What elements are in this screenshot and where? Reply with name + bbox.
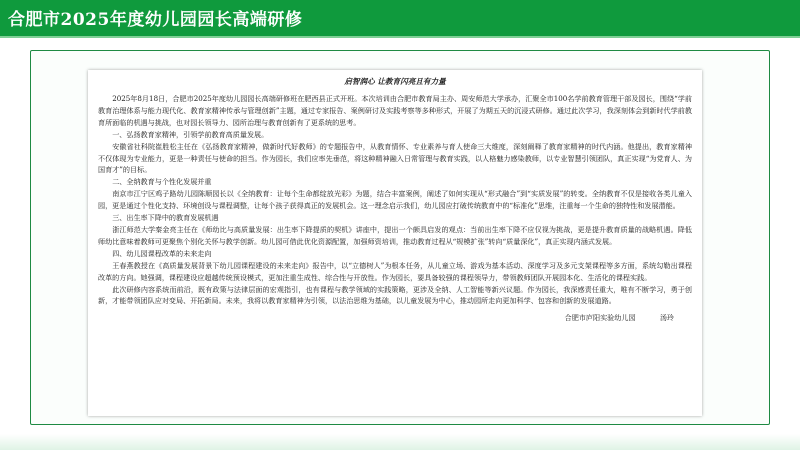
body-paragraph: 南京市江宁区鸡子路幼儿园陈顺园长以《全纳教育：让每个生命都绽放光彩》为题，结合丰富案例，阐述了如何实现从“形式融合”到“实质发展”的转变。全纳教育不仅是接收各类儿童入园，更是通过个性化支持、环境创设与课程调整，让每个孩子获得真正的发展机会。这一理念启示我们，幼儿园应打破传统教育中的“标准化”思维，注重每一个生命的独特性和发展潜能。 bbox=[98, 189, 692, 211]
document-image bbox=[88, 70, 702, 416]
signature-school: 合肥市庐阳实验幼儿园 bbox=[564, 313, 636, 323]
section-heading: 一、弘扬教育家精神，引领学前教育高质量发展。 bbox=[112, 129, 269, 139]
section-heading: 四、幼儿园课程改革的未来走向 bbox=[112, 248, 212, 258]
body-paragraph: 安徽省社科院崔胜松主任在《弘扬教育家精神，做新时代好教师》的专题报告中，从教育情怀、专业素养与育人使命三大维度，深刻阐释了教育家精神的时代内涵。他提出，教育家精神不仅体现为专业能力，更是一种责任与使命的担当。作为园长，我们应率先垂范，将这种精神融入日常管理与教育实践，以人格魅力感染教师，以专业智慧引领团队，真正实现“为党育人、为国育才”的目标。 bbox=[98, 141, 692, 175]
body-paragraph: 浙江师范大学秦金亮主任在《师幼比与高质量发展：出生率下降提质的契机》讲座中，提出一个颇具启发的观点：当前出生率下降不应仅视为挑战，更是提升教育质量的战略机遇。降低师幼比意味着教师可更聚焦个别化关怀与教学创新。幼儿园可借此优化资源配置，加强师资培训，推动教育过程从“规模扩张”转向“质量深化”，真正实现内涵式发展。 bbox=[98, 224, 692, 246]
signature-author: 汤玲 bbox=[659, 313, 674, 323]
header-bar bbox=[0, 0, 800, 36]
header-divider bbox=[0, 36, 800, 38]
body-paragraph: 2025年8月18日，合肥市2025年度幼儿园园长高端研修班在肥西县正式开班。本次培训由合肥市教育局主办、周安师范大学承办，汇聚全市100名学前教育管理干部及园长，围绕“学前教育治理体系与能力现代化、教育家精神传承与管理创新”主题，通过专家报告、案例研讨及实践考察等多种形式，开展了为期五天的沉浸式研修。通过此次学习，我深刻体会到新时代学前教育所面临的机遇与挑战，也对园长领导力、园所治理与教育创新有了更系统的思考。 bbox=[98, 94, 692, 127]
document-title: 启智润心 让教育闪亮且有力量 bbox=[344, 77, 446, 86]
slide-title: 合肥市2025年度幼儿园园长高端研修 bbox=[8, 10, 303, 30]
section-heading: 二、全纳教育与个性化发展并重 bbox=[112, 177, 212, 187]
section-heading: 三、出生率下降中的教育发展机遇 bbox=[112, 213, 219, 223]
bottom-band bbox=[0, 434, 800, 450]
document-body bbox=[98, 93, 692, 307]
body-paragraph: 此次研修内容系统而前沿，既有政策与法律层面的宏观指引，也有课程与教学领域的实践策略，更涉及全纳、人工智能等新兴议题。作为园长，我深感责任重大，唯有不断学习，勇于创新，才能带领团队应对变局、开拓新局。未来，我将以教育家精神为引领，以法治思维为基础，以儿童发展为中心，推动园所走向更加科学、包容和创新的发展道路。 bbox=[98, 284, 692, 306]
body-paragraph: 王春燕教授在《高质量发展背景下幼儿园课程建设的未来走向》报告中，以“立德树人”为根本任务，从儿童立场、游戏为基本活动、深度学习及多元支架课程等多方面，系统勾勒出课程改革的方向。她强调，课程建设应超越传统预设模式，更加注重生成性、综合性与开放性。作为园长，要具备较强的课程领导力，带领教师团队开展园本化、生活化的课程实践。 bbox=[98, 260, 692, 282]
signature bbox=[98, 313, 692, 323]
